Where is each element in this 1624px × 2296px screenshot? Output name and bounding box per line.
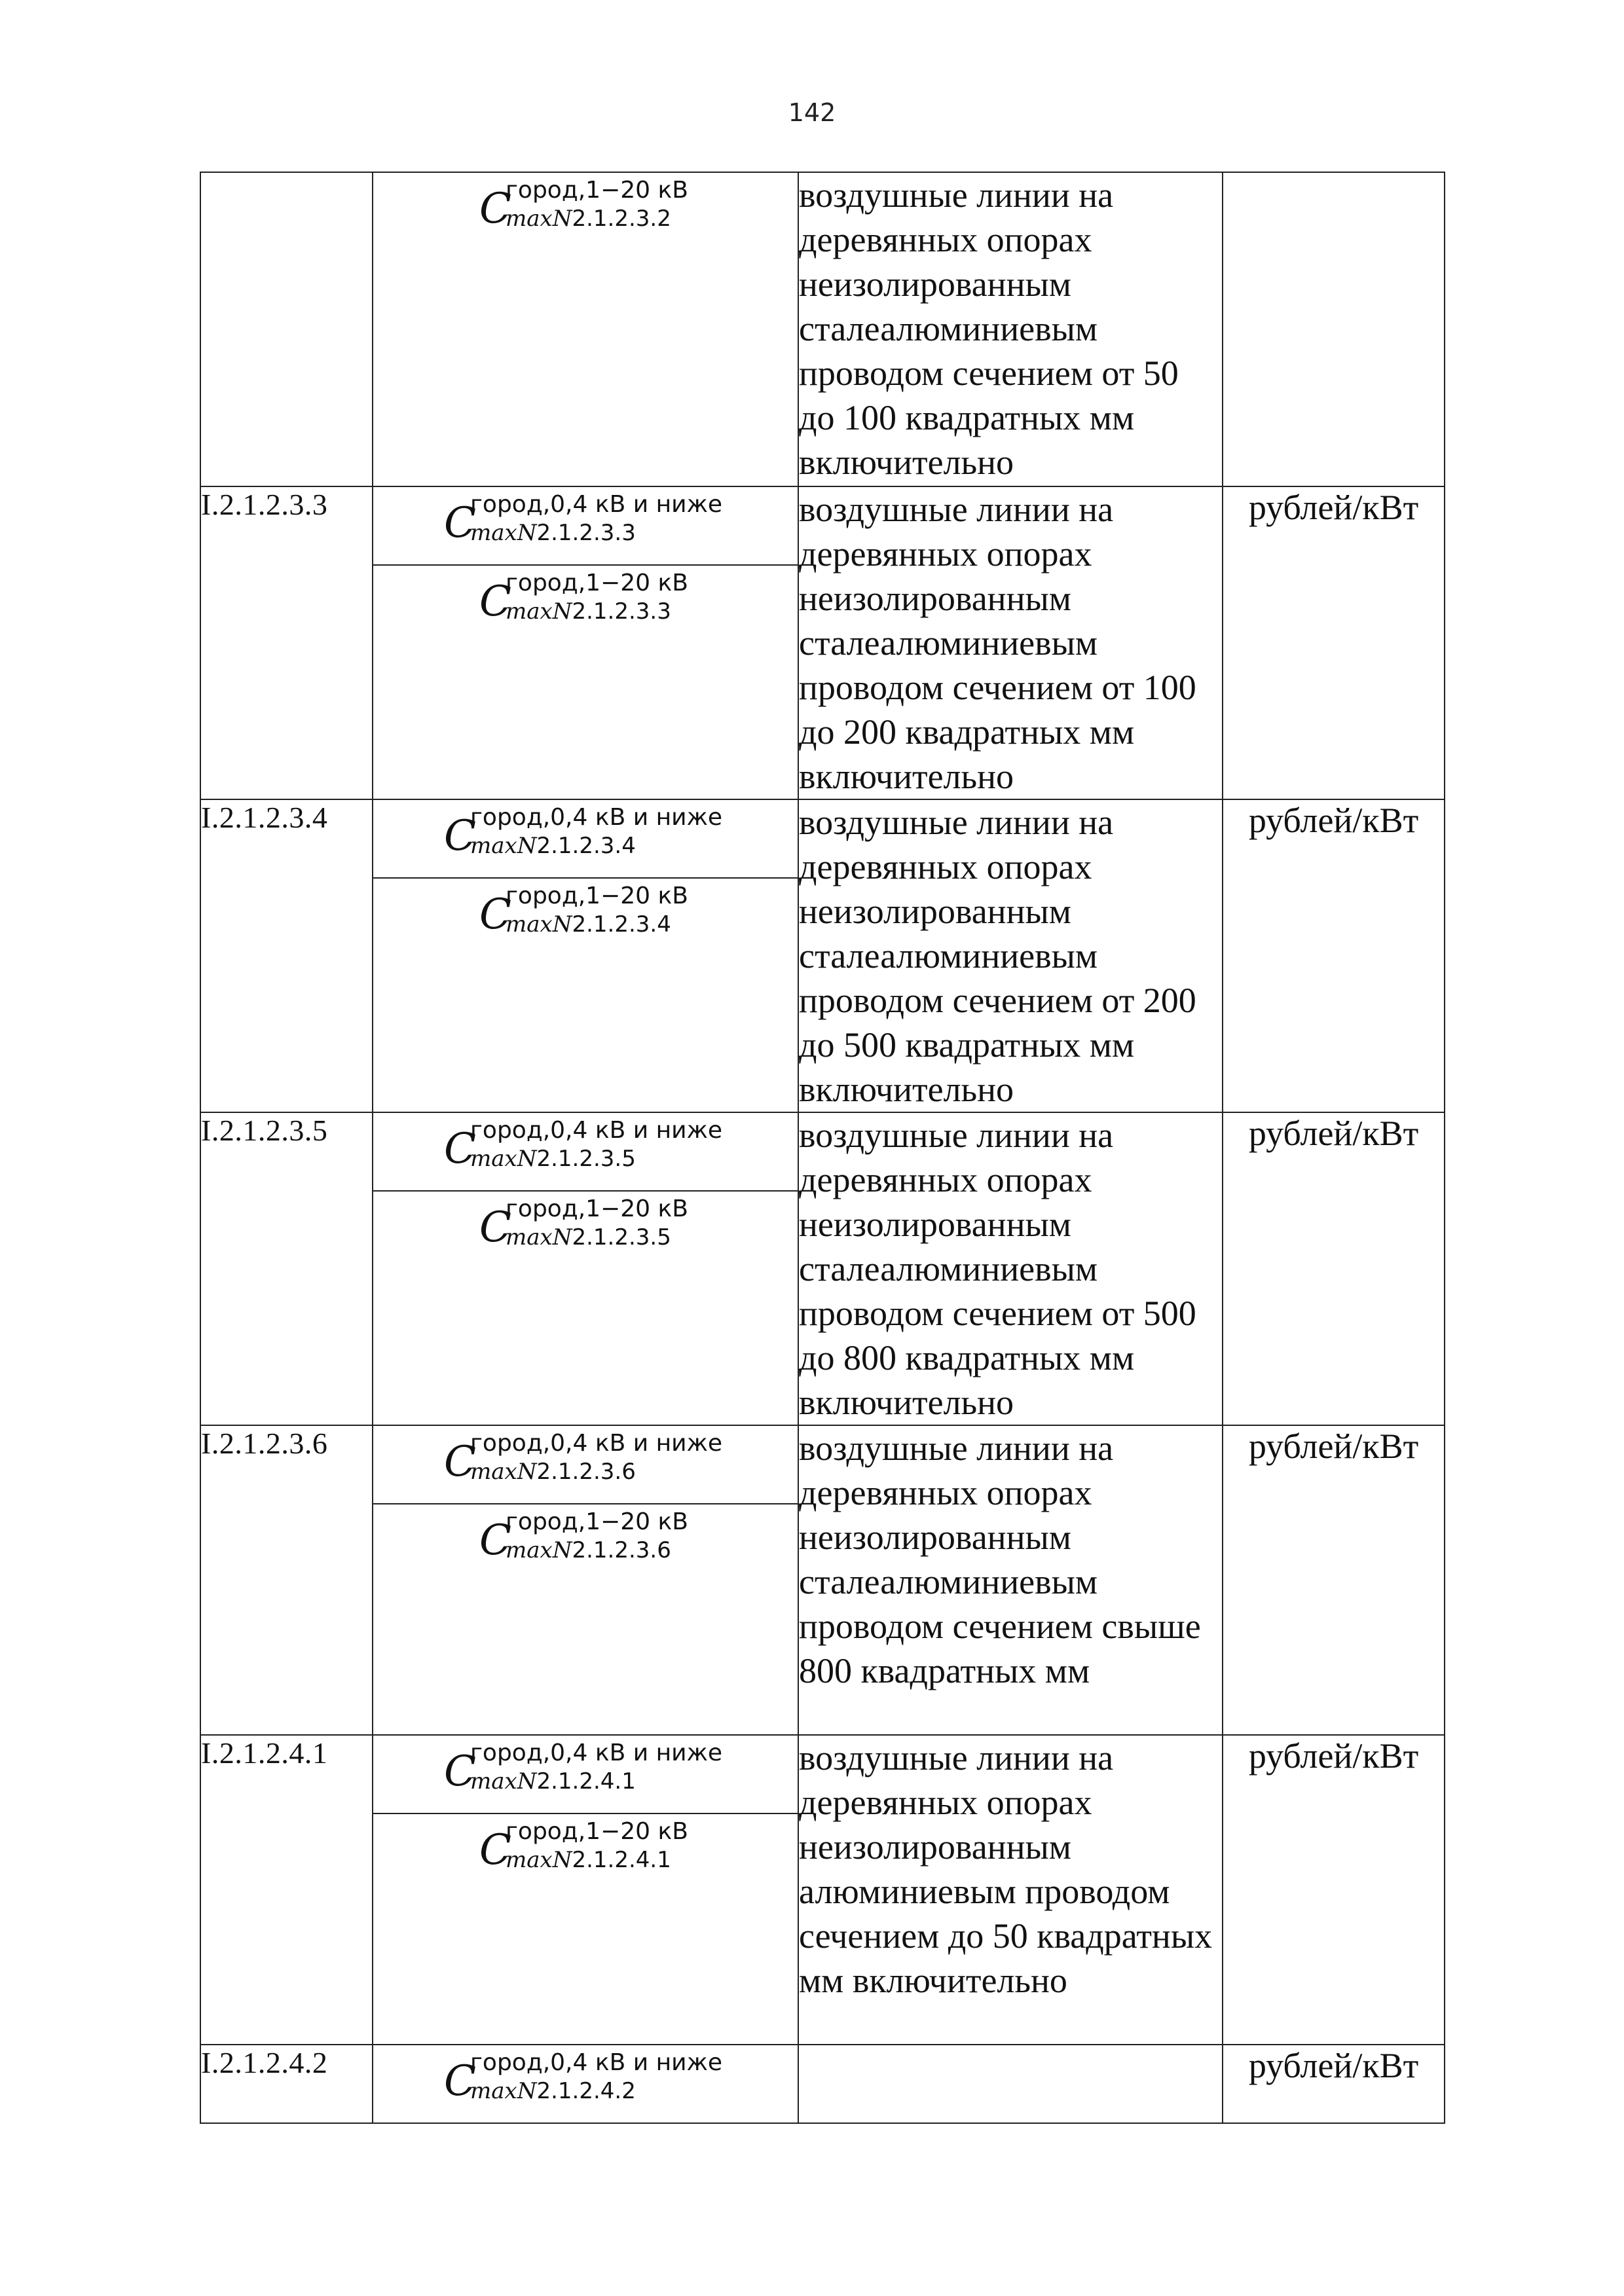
formula-subscript-number: 2.1.2.3.4: [536, 833, 636, 859]
formula-superscript: город,0,4 кВ и ниже: [470, 2049, 723, 2076]
formula-subscript-n: N: [552, 911, 572, 938]
formula-subscript-prefix: max: [506, 598, 553, 625]
row-description: воздушные линии на деревянных опорах неизолированным сталеалюминиевым проводом сечением от 50 до 100 квадратных мм включительно: [798, 172, 1223, 486]
formula-superscript: город,1−20 кВ: [506, 1195, 688, 1222]
row-unit: рублей/кВт: [1223, 799, 1445, 1112]
formula-subscript-prefix: max: [470, 1459, 517, 1485]
row-unit: рублей/кВт: [1223, 2045, 1445, 2123]
formula-stack: [373, 2045, 798, 2123]
formula-superscript: город,0,4 кВ и ниже: [470, 1740, 723, 1766]
row-code: I.2.1.2.4.1: [200, 1735, 373, 2045]
formula-subscript-number: 2.1.2.3.3: [572, 598, 671, 625]
formula-subscript-n: N: [552, 1224, 572, 1250]
row-formulas: [373, 486, 798, 799]
row-description: воздушные линии на деревянных опорах неизолированным сталеалюминиевым проводом сечением свыше 800 квадратных мм: [798, 1425, 1223, 1735]
formula-medium-voltage: [373, 564, 798, 643]
row-unit: рублей/кВт: [1223, 486, 1445, 799]
formula-low-voltage: [373, 1113, 798, 1190]
formula-medium-voltage: [373, 1190, 798, 1269]
formula-superscript: город,0,4 кВ и ниже: [470, 804, 723, 831]
formula-symbol: C: [444, 1125, 476, 1173]
formula-subscript-n: N: [517, 1768, 537, 1795]
formula-subscript-prefix: max: [506, 911, 553, 938]
formula-subscript-number: 2.1.2.3.6: [536, 1459, 636, 1485]
row-code: I.2.1.2.3.5: [200, 1112, 373, 1425]
formula-subscript-n: N: [517, 520, 537, 546]
formula-subscript-number: 2.1.2.4.2: [536, 2078, 636, 2104]
formula-low-voltage: [373, 800, 798, 877]
row-description: [798, 2045, 1223, 2123]
formula-subscript: [506, 911, 671, 938]
table-row: [200, 486, 1445, 799]
formula-symbol: C: [444, 2057, 476, 2105]
formula-symbol: C: [444, 1747, 476, 1796]
formula-stack: [373, 173, 798, 250]
formula-superscript: город,0,4 кВ и ниже: [470, 1430, 723, 1457]
formula-subscript-n: N: [517, 2078, 537, 2104]
row-code: [200, 172, 373, 486]
row-description: воздушные линии на деревянных опорах неизолированным сталеалюминиевым проводом сечением от 500 до 800 квадратных мм включительно: [798, 1112, 1223, 1425]
formula-subscript-number: 2.1.2.3.5: [572, 1224, 671, 1250]
table-row: [200, 172, 1445, 486]
formula-symbol: C: [479, 890, 511, 939]
row-code: I.2.1.2.4.2: [200, 2045, 373, 2123]
formula-subscript-n: N: [552, 598, 572, 625]
formula-subscript-n: N: [552, 1847, 572, 1873]
formula-superscript: город,1−20 кВ: [506, 883, 688, 909]
row-unit: [1223, 172, 1445, 486]
formula-symbol: C: [444, 1438, 476, 1486]
formula-stack: [373, 1736, 798, 1891]
row-unit: рублей/кВт: [1223, 1112, 1445, 1425]
formula-medium-voltage: [373, 173, 798, 250]
formula-low-voltage: [373, 2045, 798, 2123]
row-formulas: [373, 2045, 798, 2123]
formula-subscript: [470, 1768, 636, 1795]
formula-subscript: [506, 206, 671, 232]
formula-subscript-n: N: [517, 1459, 537, 1485]
formula-medium-voltage: [373, 1503, 798, 1582]
formula-subscript: [470, 2078, 636, 2104]
formula-subscript-prefix: max: [506, 206, 553, 232]
formula-subscript-prefix: max: [470, 833, 517, 859]
formula-symbol: C: [479, 1203, 511, 1252]
formula-superscript: город,1−20 кВ: [506, 1818, 688, 1845]
formula-subscript-prefix: max: [470, 520, 517, 546]
formula-symbol: C: [479, 1516, 511, 1565]
row-description: воздушные линии на деревянных опорах неизолированным сталеалюминиевым проводом сечением от 100 до 200 квадратных мм включительно: [798, 486, 1223, 799]
formula-symbol: C: [444, 499, 476, 547]
formula-stack: [373, 800, 798, 956]
row-formulas: [373, 172, 798, 486]
row-code: I.2.1.2.3.3: [200, 486, 373, 799]
table-row: [200, 1735, 1445, 2045]
table-row: [200, 799, 1445, 1112]
table-row: [200, 2045, 1445, 2123]
formula-subscript-prefix: max: [470, 1768, 517, 1795]
formula-subscript-prefix: max: [506, 1847, 553, 1873]
page-number: 142: [788, 98, 836, 127]
formula-subscript-prefix: max: [470, 2078, 517, 2104]
formula-subscript: [470, 1459, 636, 1485]
formula-subscript-number: 2.1.2.3.4: [572, 911, 671, 938]
formula-subscript-number: 2.1.2.3.2: [572, 206, 671, 232]
formula-subscript: [506, 1847, 671, 1873]
row-formulas: [373, 799, 798, 1112]
row-code: I.2.1.2.3.4: [200, 799, 373, 1112]
formula-medium-voltage: [373, 877, 798, 956]
row-description: воздушные линии на деревянных опорах неизолированным сталеалюминиевым проводом сечением от 200 до 500 квадратных мм включительно: [798, 799, 1223, 1112]
formula-subscript-number: 2.1.2.4.1: [572, 1847, 671, 1873]
row-formulas: [373, 1425, 798, 1735]
formula-symbol: C: [479, 1826, 511, 1874]
formula-subscript-n: N: [552, 1537, 572, 1563]
formula-subscript-number: 2.1.2.3.3: [536, 520, 636, 546]
tariff-table-body: [200, 172, 1445, 2123]
formula-subscript: [470, 1146, 636, 1172]
formula-subscript: [506, 1224, 671, 1250]
row-description: воздушные линии на деревянных опорах неизолированным алюминиевым проводом сечением до 50 квадратных мм включительно: [798, 1735, 1223, 2045]
table-row: [200, 1425, 1445, 1735]
row-code: I.2.1.2.3.6: [200, 1425, 373, 1735]
formula-subscript-prefix: max: [506, 1224, 553, 1250]
tariff-table: [200, 172, 1445, 2124]
row-formulas: [373, 1112, 798, 1425]
formula-superscript: город,1−20 кВ: [506, 1508, 688, 1535]
formula-subscript: [470, 520, 636, 546]
formula-symbol: C: [479, 185, 511, 233]
formula-medium-voltage: [373, 1813, 798, 1891]
formula-superscript: город,0,4 кВ и ниже: [470, 491, 723, 518]
formula-superscript: город,1−20 кВ: [506, 570, 688, 596]
formula-symbol: C: [444, 812, 476, 860]
formula-stack: [373, 487, 798, 643]
row-unit: рублей/кВт: [1223, 1425, 1445, 1735]
formula-subscript-prefix: max: [470, 1146, 517, 1172]
formula-subscript: [506, 1537, 671, 1563]
formula-superscript: город,0,4 кВ и ниже: [470, 1117, 723, 1144]
row-formulas: [373, 1735, 798, 2045]
formula-subscript-number: 2.1.2.3.6: [572, 1537, 671, 1563]
formula-subscript-n: N: [517, 1146, 537, 1172]
formula-stack: [373, 1426, 798, 1582]
formula-symbol: C: [479, 577, 511, 626]
formula-subscript: [506, 598, 671, 625]
formula-subscript-n: N: [517, 833, 537, 859]
row-unit: рублей/кВт: [1223, 1735, 1445, 2045]
formula-stack: [373, 1113, 798, 1269]
formula-subscript: [470, 833, 636, 859]
formula-subscript-number: 2.1.2.3.5: [536, 1146, 636, 1172]
table-row: [200, 1112, 1445, 1425]
formula-low-voltage: [373, 487, 798, 564]
formula-superscript: город,1−20 кВ: [506, 177, 688, 204]
formula-subscript-n: N: [552, 206, 572, 232]
formula-low-voltage: [373, 1426, 798, 1503]
formula-low-voltage: [373, 1736, 798, 1813]
formula-subscript-prefix: max: [506, 1537, 553, 1563]
formula-subscript-number: 2.1.2.4.1: [536, 1768, 636, 1795]
